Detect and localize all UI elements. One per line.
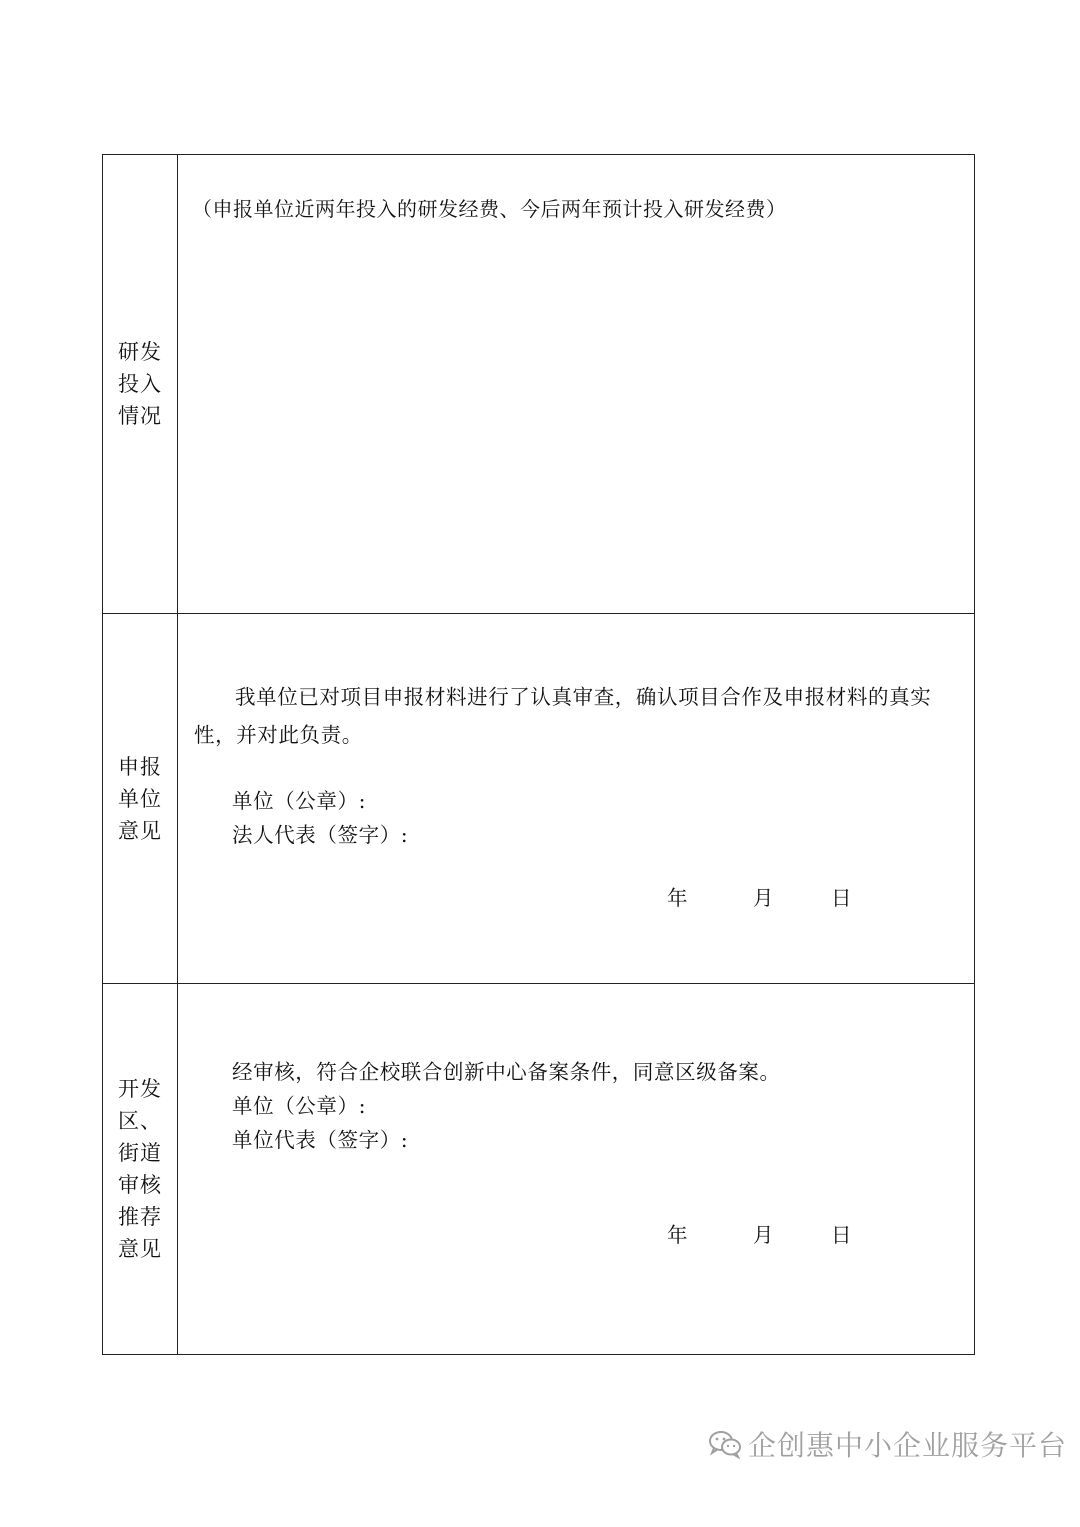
district-unit-rep: 单位代表（签字）: — [232, 1128, 409, 1152]
watermark-text: 企创惠中小企业服务平台 — [748, 1429, 1068, 1462]
application-form-table — [102, 154, 975, 1355]
district-date-year: 年 — [667, 1223, 688, 1247]
district-unit-seal: 单位（公章）: — [232, 1094, 367, 1118]
rd-investment-row — [103, 155, 974, 614]
applicant-legal-rep: 法人代表（签字）: — [232, 823, 409, 847]
district-date-month: 月 — [753, 1223, 774, 1247]
applicant-opinion-row — [103, 614, 974, 984]
district-review-label: 开发区、街道审核推荐意见 — [118, 1077, 162, 1261]
district-review-content[interactable] — [178, 984, 974, 1354]
wechat-icon — [708, 1429, 742, 1459]
applicant-statement: 我单位已对项目申报材料进行了认真审查，确认项目合作及申报材料的真实性，并对此负责。 — [194, 685, 932, 747]
rd-investment-label-cell — [103, 155, 178, 613]
watermark — [708, 1424, 1067, 1464]
applicant-date-day: 日 — [831, 886, 852, 910]
applicant-opinion-label: 申报单位意见 — [118, 754, 162, 843]
district-statement: 经审核，符合企校联合创新中心备案条件，同意区级备案。 — [232, 1060, 781, 1084]
applicant-date-month: 月 — [753, 886, 774, 910]
applicant-opinion-label-cell — [103, 614, 178, 983]
district-date-day: 日 — [831, 1223, 852, 1247]
applicant-opinion-content[interactable] — [178, 614, 974, 983]
rd-investment-content[interactable] — [178, 155, 974, 613]
applicant-unit-seal: 单位（公章）: — [232, 789, 367, 813]
rd-investment-label: 研发投入情况 — [118, 340, 162, 428]
rd-investment-hint: （申报单位近两年投入的研发经费、今后两年预计投入研发经费） — [192, 197, 787, 221]
applicant-date-year: 年 — [667, 886, 688, 910]
district-review-label-cell — [103, 984, 178, 1354]
district-review-row — [103, 984, 974, 1354]
